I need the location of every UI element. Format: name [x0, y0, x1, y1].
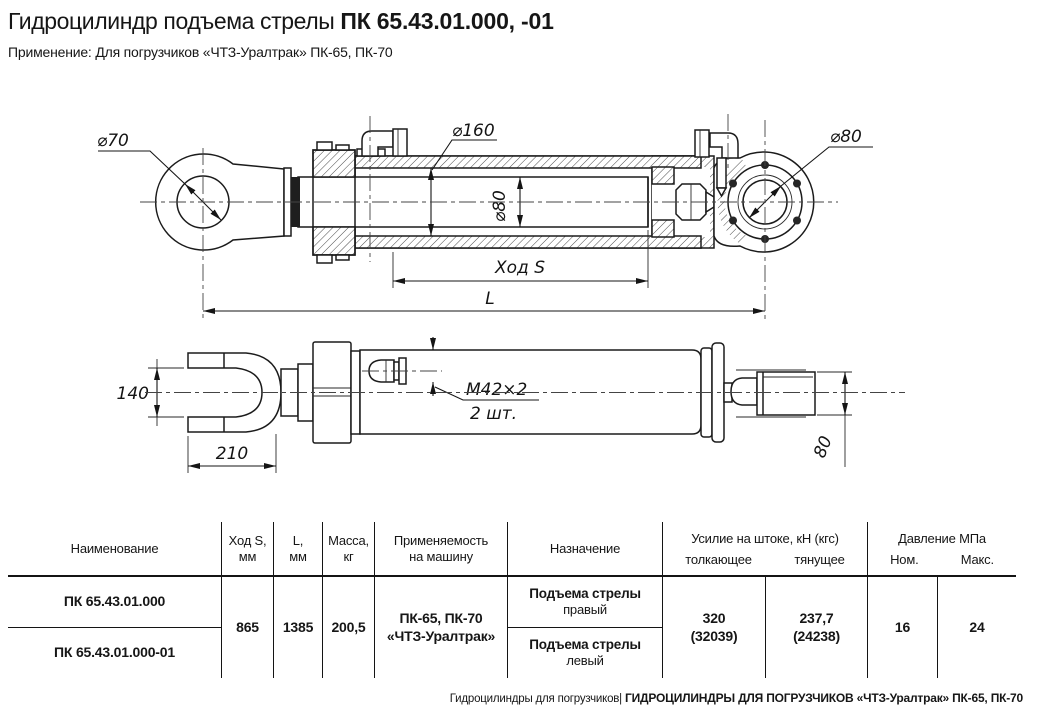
technical-drawing: [0, 90, 1043, 510]
eye-width-dimension: [810, 372, 852, 467]
cell-pressure-nom-value: 16: [868, 577, 938, 678]
spec-table: [8, 522, 1016, 678]
application-note: Применение: Для погрузчиков «ЧТЗ-Уралтрак» ПК-65, ПК-70: [8, 44, 393, 60]
cell-applicability-value: ПК-65, ПК-70 «ЧТЗ-Уралтрак»: [375, 577, 508, 678]
barrel-outline: [360, 350, 701, 434]
rod-dia-label: ⌀80: [490, 190, 510, 222]
col-header-force-group: Усилие на штоке, кН (кгс) толкающее тянущее: [663, 522, 868, 577]
rod-eye-dia-label: ⌀70: [97, 131, 129, 151]
col-header-applicability: Применяемость на машину: [375, 522, 508, 577]
cell-force-push-value: 320 (32039): [663, 577, 766, 678]
port-qty-label: 2 шт.: [470, 404, 518, 424]
stroke-label: Ход S: [495, 258, 545, 278]
col-header-stroke: Ход S, мм: [222, 522, 274, 577]
top-section-view: [97, 114, 873, 320]
cell-purpose-2: Подъема стрелы левый: [508, 628, 663, 678]
col-header-force-push: толкающее: [685, 552, 752, 568]
bottom-outline-view: [117, 337, 905, 473]
title-model: Гидроцилиндр подъема стрелы: [8, 8, 341, 34]
col-header-length: L, мм: [274, 522, 323, 577]
footer-category: Гидроцилиндры для погрузчиков|: [449, 693, 622, 705]
col-header-pressure-group: Давление МПа Ном. Макс.: [868, 522, 1016, 577]
col-header-name: Наименование: [8, 522, 222, 577]
table-row-name-1: ПК 65.43.01.000: [8, 577, 222, 628]
col-header-pressure-max: Макс.: [960, 552, 994, 568]
page-title: [8, 8, 554, 35]
clevis-length-dimension: [188, 434, 276, 473]
col-header-force-pull: тянущее: [794, 552, 845, 568]
page-footer: [450, 691, 1023, 705]
cell-stroke-value: 865: [222, 577, 274, 678]
length-label: L: [485, 289, 495, 309]
col-header-mass: Масса, кг: [323, 522, 375, 577]
clevis-length-label: 210: [215, 444, 249, 464]
eye-block-width-label: 80: [810, 433, 837, 461]
cell-mass-value: 200,5: [323, 577, 375, 678]
length-dimension: [203, 289, 765, 311]
cell-pressure-max-value: 24: [969, 618, 985, 635]
col-header-purpose: Назначение: [508, 522, 663, 577]
piston: [652, 167, 674, 184]
title-code: ПК 65.43.01.000, -01: [340, 8, 554, 34]
rod-eye: [97, 131, 300, 250]
cell-length-value: 1385: [274, 577, 323, 678]
rear-eye-dia-label: ⌀80: [830, 127, 862, 147]
cell-purpose-1: Подъема стрелы правый: [508, 577, 663, 628]
barrel-dia-label: ⌀160: [452, 121, 495, 141]
clevis-width-label: 140: [116, 384, 149, 404]
footer-title: ГИДРОЦИЛИНДРЫ ДЛЯ ПОГРУЗЧИКОВ «ЧТЗ-Уралтрак» ПК-65, ПК-70: [624, 691, 1023, 705]
cell-force-pull-value: 237,7 (24238): [766, 577, 868, 678]
front-port-fitting: [357, 129, 407, 156]
table-row-name-2: ПК 65.43.01.000-01: [8, 628, 222, 678]
port-thread-label: M42×2: [466, 380, 528, 400]
col-header-pressure-nom: Ном.: [890, 552, 919, 568]
